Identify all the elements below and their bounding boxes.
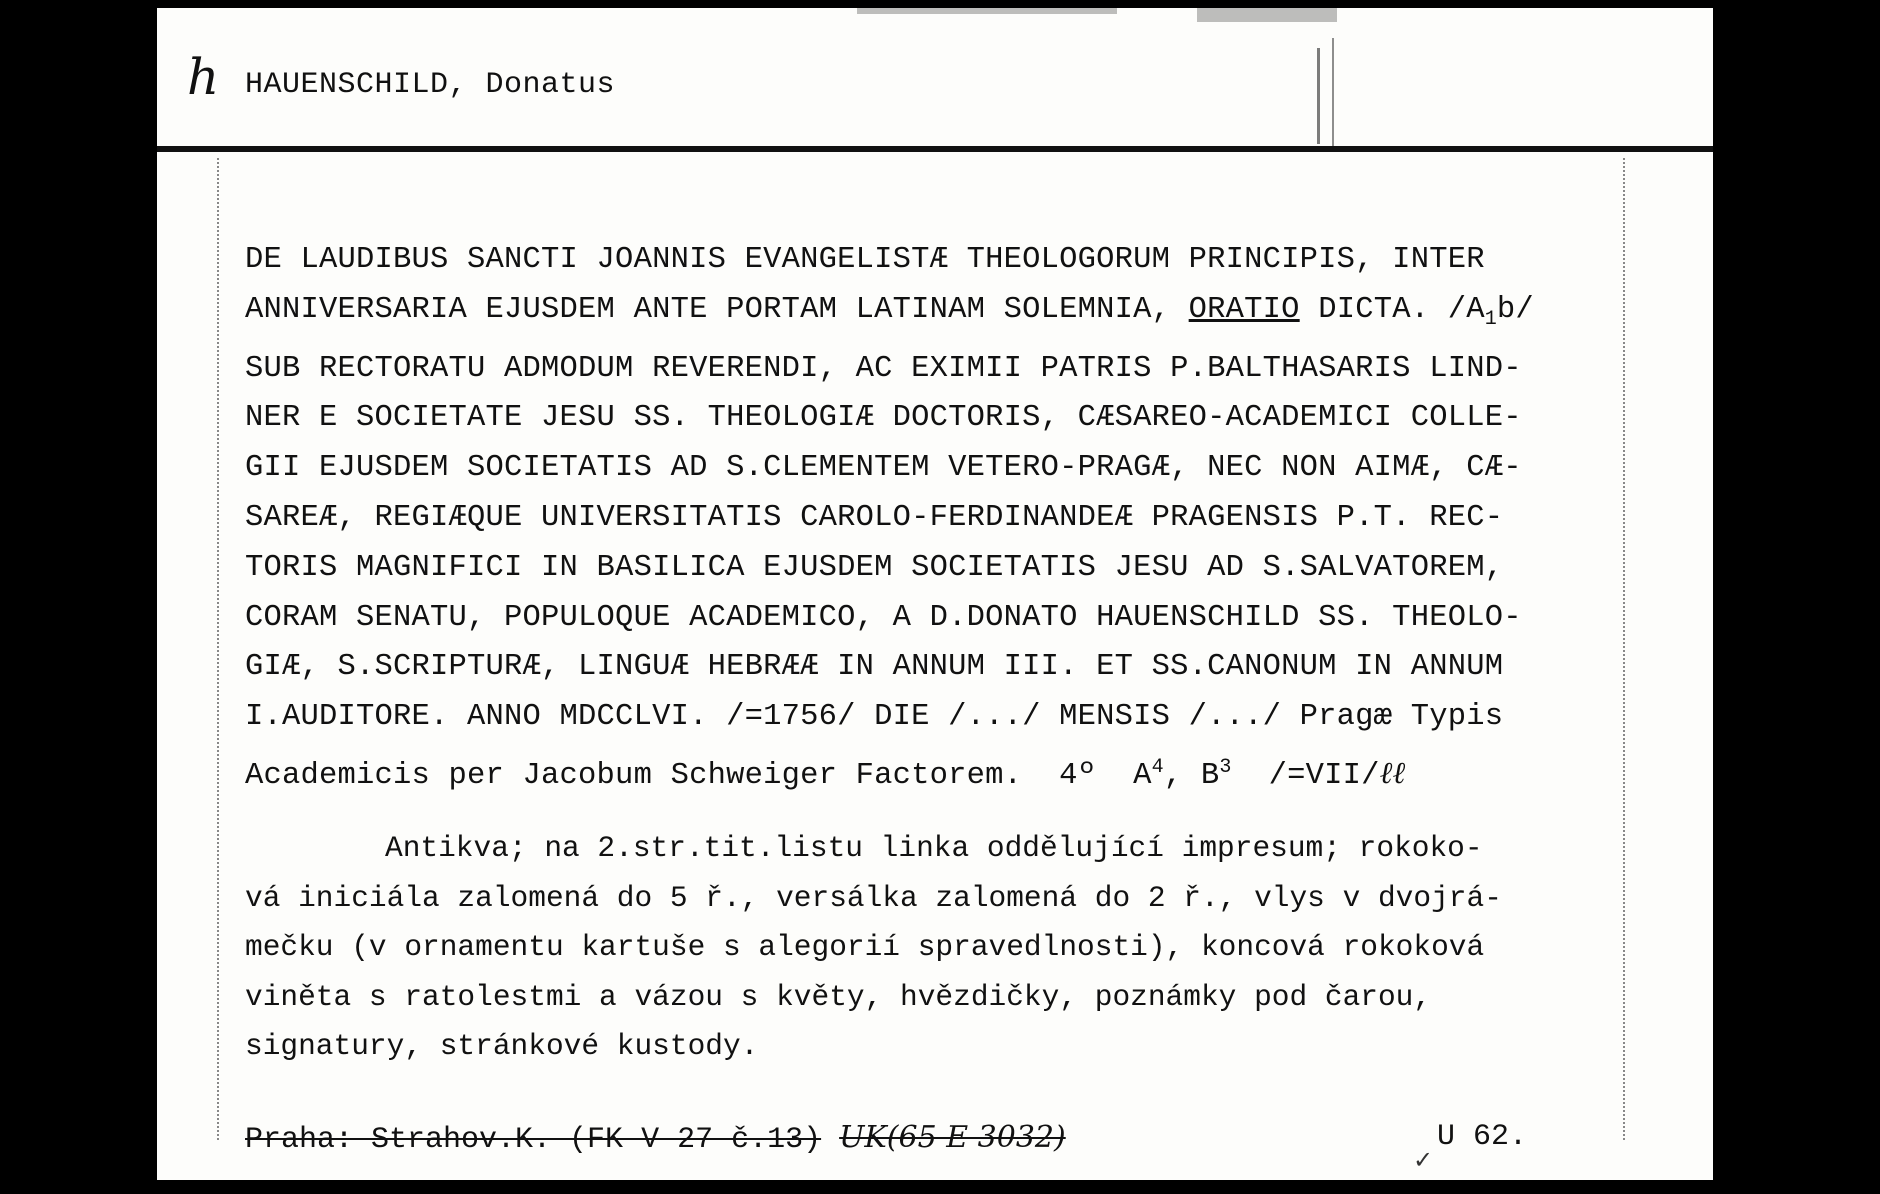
holding-location bbox=[245, 1120, 1066, 1157]
handwritten-holding: UK(65 E 3032) bbox=[839, 1120, 1066, 1155]
check-mark-icon: ✓ bbox=[1413, 1146, 1434, 1174]
title-line-text: , B bbox=[1163, 759, 1220, 794]
title-line-text: DICTA. /A bbox=[1299, 292, 1485, 327]
physical-description bbox=[245, 824, 1665, 1072]
title-description bbox=[245, 236, 1645, 802]
margin-mark: h bbox=[187, 48, 220, 106]
title-line: I.AUDITORE. ANNO MDCCLVI. /=1756/ DIE /.../ MENSIS /.../ Pragæ Typis bbox=[245, 700, 1504, 735]
subscript: 1 bbox=[1484, 307, 1497, 331]
title-line-text: ANNIVERSARIA EJUSDEM ANTE PORTAM LATINAM SOLEMNIA, bbox=[245, 292, 1189, 327]
title-line-text: b/ bbox=[1496, 292, 1534, 327]
superscript: 4 bbox=[1151, 756, 1164, 780]
title-line: SUB RECTORATU ADMODUM REVERENDI, AC EXIMII PATRIS P.BALTHASARIS LIND- bbox=[245, 351, 1522, 386]
left-margin-line bbox=[217, 158, 219, 1140]
superscript: 3 bbox=[1219, 756, 1232, 780]
title-line: CORAM SENATU, POPULOQUE ACADEMICO, A D.DONATO HAUENSCHILD SS. THEOLO- bbox=[245, 600, 1522, 635]
card-header bbox=[157, 8, 1713, 146]
author-heading: HAUENSCHILD, Donatus bbox=[245, 68, 616, 102]
title-line-text: Academicis per Jacobum Schweiger Factorem. 4º A bbox=[245, 759, 1152, 794]
title-line: GII EJUSDEM SOCIETATIS AD S.CLEMENTEM VETERO-PRAGÆ, NEC NON AIMÆ, CÆ- bbox=[245, 451, 1522, 486]
catalog-card bbox=[157, 8, 1713, 1180]
description-line: Antikva; na 2.str.tit.listu linka oddělující impresum; rokoko- bbox=[385, 831, 1483, 865]
title-line: DE LAUDIBUS SANCTI JOANNIS EVANGELISTÆ THEOLOGORUM PRINCIPIS, INTER bbox=[245, 243, 1485, 277]
shelfmark: U 62. bbox=[1437, 1120, 1528, 1154]
title-line: TORIS MAGNIFICI IN BASILICA EJUSDEM SOCIETATIS JESU AD S.SALVATOREM, bbox=[245, 550, 1504, 585]
underlined-word: ORATIO bbox=[1188, 292, 1300, 327]
title-line bbox=[245, 286, 1645, 345]
struck-holding: Praha: Strahov.K. (FK V 27 č.13) bbox=[245, 1123, 822, 1157]
description-line: mečku (v ornamentu kartuše s alegorií spravedlnosti), koncová rokoková bbox=[245, 930, 1485, 965]
description-line: vá iniciála zalomená do 5 ř., versálka zalomená do 2 ř., vlys v dvojrá- bbox=[245, 880, 1502, 915]
header-rule bbox=[157, 146, 1713, 152]
title-line: SAREÆ, REGIÆQUE UNIVERSITATIS CAROLO-FERDINANDEÆ PRAGENSIS P.T. REC- bbox=[245, 501, 1504, 536]
title-line: NER E SOCIETATE JESU SS. THEOLOGIÆ DOCTORIS, CÆSAREO-ACADEMICI COLLE- bbox=[245, 401, 1522, 436]
handwritten-mark: ℓℓ bbox=[1379, 756, 1406, 792]
description-line: viněta s ratolestmi a vázou s květy, hvězdičky, poznámky pod čarou, bbox=[245, 979, 1432, 1014]
title-line: GIÆ, S.SCRIPTURÆ, LINGUÆ HEBRÆÆ IN ANNUM III. ET SS.CANONUM IN ANNUM bbox=[245, 650, 1504, 685]
title-line bbox=[245, 743, 1645, 802]
title-line-text: /=VII/ bbox=[1231, 759, 1380, 794]
description-line: signatury, stránkové kustody. bbox=[245, 1029, 759, 1064]
